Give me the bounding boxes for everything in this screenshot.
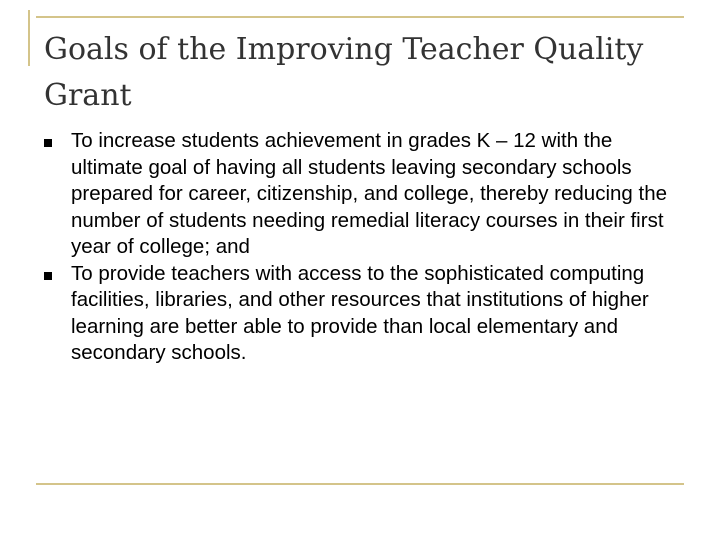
bullet-list: [44, 128, 684, 367]
bullet-text: To provide teachers with access to the sophisticated computing facilities, libraries, and other resources that institutions of higher learning are better able to provide than local elementary and secondary schools.: [71, 261, 649, 364]
top-divider: [36, 16, 684, 18]
slide-title: Goals of the Improving Teacher Quality Grant: [44, 32, 644, 113]
left-accent-bar: [28, 10, 30, 66]
bullet-text: To increase students achievement in grades K – 12 with the ultimate goal of having all students leaving secondary schools prepared for career, citizenship, and college, thereby reducing the number of students needing remedial literacy courses in their first year of college; and: [71, 129, 668, 258]
square-bullet-icon: [44, 272, 52, 280]
bottom-divider: [36, 483, 684, 485]
square-bullet-icon: [44, 139, 52, 147]
bullet-item: [44, 261, 684, 367]
bullet-item: [44, 128, 684, 261]
